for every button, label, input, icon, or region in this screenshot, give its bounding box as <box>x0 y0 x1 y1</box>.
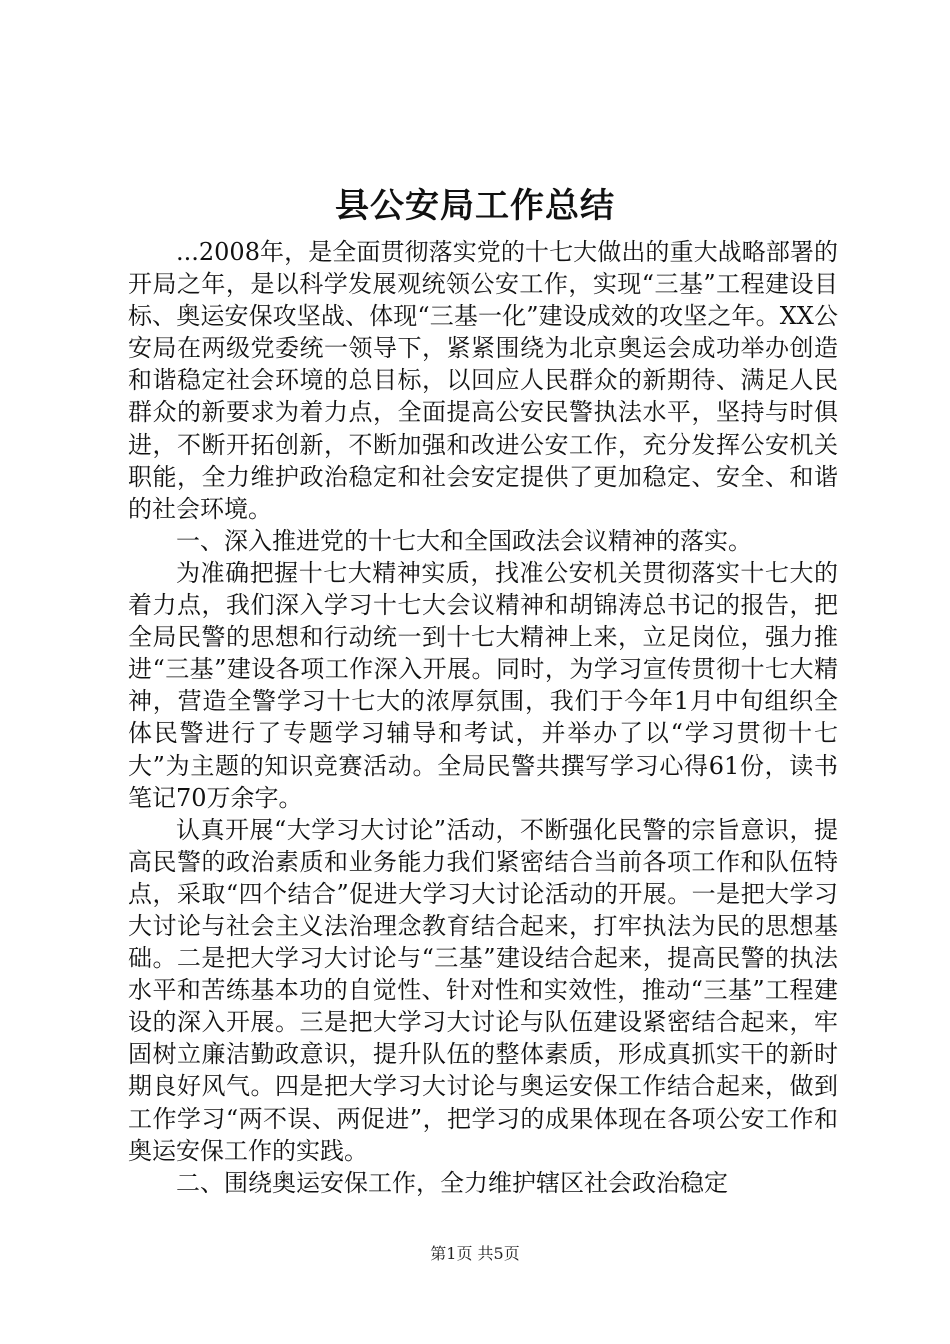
paragraph-heading-2: 二、围绕奥运安保工作，全力维护辖区社会政治稳定 <box>176 1168 728 1197</box>
document-body <box>128 236 838 1199</box>
paragraph-intro: ...2008年，是全面贯彻落实党的十七大做出的重大战略部署的开局之年，是以科学发展观统领公安工作，实现“三基”工程建设目标、奥运安保攻坚战、体现“三基一化”建设成效的攻坚之年。XX公安局在两级党委统一领导下，紧紧围绕为北京奥运会成功举办创造和谐稳定社会环境的总目标，以回应人民群众的新期待、满足人民群众的新要求为着力点，全面提高公安民警执法水平，坚持与时俱进，不断开拓创新，不断加强和改进公安工作，充分发挥公安机关职能，全力维护政治稳定和社会安定提供了更加稳定、安全、和谐的社会环境。 <box>128 238 838 523</box>
paragraph-heading-1: 一、深入推进党的十七大和全国政法会议精神的落实。 <box>176 526 752 555</box>
page-number-footer: 第1页 共5页 <box>430 1244 520 1263</box>
paragraph-study: 为准确把握十七大精神实质，找准公安机关贯彻落实十七大的着力点，我们深入学习十七大会议精神和胡锦涛总书记的报告，把全局民警的思想和行动统一到十七大精神上来，立足岗位，强力推进“三基”建设各项工作深入开展。同时，为学习宣传贯彻十七大精神，营造全警学习十七大的浓厚氛围，我们于今年1月中旬组织全体民警进行了专题学习辅导和考试，并举办了以“学习贯彻十七大”为主题的知识竞赛活动。全局民警共撰写学习心得61份，读书笔记70万余字。 <box>128 558 838 812</box>
paragraph-discussion: 认真开展“大学习大讨论”活动，不断强化民警的宗旨意识，提高民警的政治素质和业务能力我们紧密结合当前各项工作和队伍特点，采取“四个结合”促进大学习大讨论活动的开展。一是把大学习大讨论与社会主义法治理念教育结合起来，打牢执法为民的思想基础。二是把大学习大讨论与“三基”建设结合起来，提高民警的执法水平和苦练基本功的自觉性、针对性和实效性，推动“三基”工程建设的深入开展。三是把大学习大讨论与队伍建设紧密结合起来，牢固树立廉洁勤政意识，提升队伍的整体素质，形成真抓实干的新时期良好风气。四是把大学习大讨论与奥运安保工作结合起来，做到工作学习“两不误、两促进”，把学习的成果体现在各项公安工作和奥运安保工作的实践。 <box>128 815 838 1165</box>
document-title: 县公安局工作总结 <box>335 186 615 226</box>
